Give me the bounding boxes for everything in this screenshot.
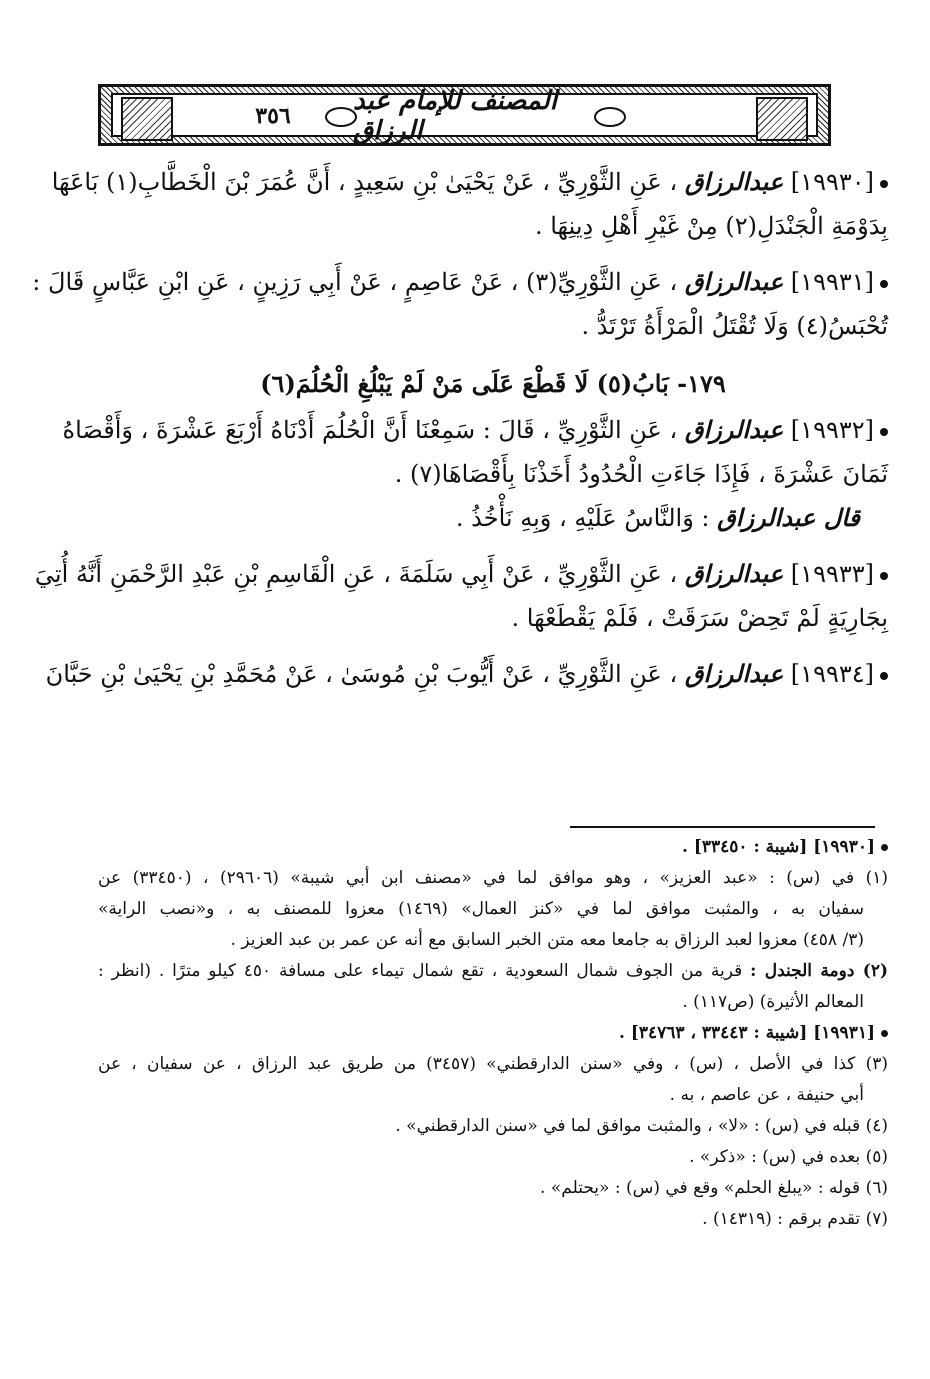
hadith-text: ، عَنِ الثَّوْرِيِّ ، عَنْ أَيُّوبَ بْنِ مُوسَىٰ ، عَنْ مُحَمَّدِ بْنِ يَحْيَىٰ بْنِ حَبَّانَ: [45, 660, 678, 688]
footnote-5: (٥) بعده في (س) : «ذكر» .: [689, 1147, 888, 1167]
footnote-3: (٣) كذا في الأصل ، (س) ، وفي «سنن الدارقطني» (٣٤٥٧) من طريق عبد الرزاق ، عن سفيان ، عن: [98, 1054, 889, 1074]
footnote-2-cont: المعالم الأثيرة) (ص١١٧) .: [682, 992, 864, 1012]
author-name: عبدالرزاق: [684, 267, 784, 296]
author-name: عبدالرزاق: [684, 659, 784, 688]
hadith-text: ، عَنِ الثَّوْرِيِّ ، عَنْ أَبِي سَلَمَةَ ، عَنِ الْقَاسِمِ بْنِ عَبْدِ الرَّحْمَنِ أَنَّهُ أُتِيَ: [34, 560, 678, 588]
source-reference: [١٩٩٣١] [شيبة : ٣٣٤٤٣ ، ٣٤٧٦٣] .: [619, 1023, 875, 1043]
ornament-left-icon: [121, 97, 173, 141]
hadith-number: [١٩٩٣٠]: [790, 168, 874, 196]
page-header: [98, 84, 831, 146]
hadith-text: ، عَنِ الثَّوْرِيِّ(٣) ، عَنْ عَاصِمٍ ، عَنْ أَبِي رَزِينٍ ، عَنِ ابْنِ عَبَّاسٍ قَالَ :: [32, 268, 678, 296]
bullet-icon: [880, 428, 888, 436]
footnote-4: (٤) قبله في (س) : «لا» ، والمثبت موافق لما في «سنن الدارقطني» .: [395, 1116, 888, 1136]
hadith-19932: [62, 408, 888, 540]
hadith-19930: [51, 160, 888, 248]
footnotes: [98, 832, 888, 1235]
hadith-text: ، عَنِ الثَّوْرِيِّ ، قَالَ : سَمِعْنَا أَنَّ الْحُلُمَ أَدْنَاهُ أَرْبَعَ عَشْرَةَ ، وَأَقْصَاهُ: [62, 416, 678, 444]
footnote-2-label: (٢) دومة الجندل :: [750, 961, 888, 981]
author-name: عبدالرزاق: [684, 559, 784, 588]
chapter-heading: ١٧٩- بَابُ(٥) لَا قَطْعَ عَلَى مَنْ لَمْ يَبْلُغِ الْحُلُمَ(٦): [260, 369, 726, 398]
ornament-right-icon: [756, 97, 808, 141]
hadith-19931: [32, 260, 888, 348]
bullet-icon: [880, 572, 888, 580]
hadith-number: [١٩٩٣٢]: [790, 416, 874, 444]
hadith-19933: [34, 552, 888, 640]
hadith-text: ، عَنِ الثَّوْرِيِّ ، عَنْ يَحْيَىٰ بْنِ سَعِيدٍ ، أَنَّ عُمَرَ بْنَ الْخَطَّابِ(١) بَاعَهَا: [51, 168, 678, 196]
bullet-icon: [881, 1030, 888, 1037]
page-number: ٣٥٦: [255, 103, 291, 129]
hadith-text: تُحْبَسُ(٤) وَلَا تُقْتَلُ الْمَرْأَةُ تَرْتَدُّ .: [581, 312, 888, 340]
footnote-7: (٧) تقدم برقم : (١٤٣١٩) .: [702, 1209, 888, 1229]
header-frame: [111, 86, 818, 146]
footnote-6: (٦) قوله : «يبلغ الحلم» وقع في (س) : «يحتلم» .: [540, 1178, 888, 1198]
hadith-text: بِجَارِيَةٍ لَمْ تَحِضْ سَرَقَتْ ، فَلَمْ يَقْطَعْهَا .: [511, 604, 888, 632]
hadith-number: [١٩٩٣١]: [790, 268, 874, 296]
author-name: عبدالرزاق: [684, 167, 784, 196]
hadith-text: بِدَوْمَةِ الْجَنْدَلِ(٢) مِنْ غَيْرِ أَهْلِ دِينِهَا .: [534, 212, 888, 240]
author-name: قال عبدالرزاق: [717, 503, 860, 532]
bullet-icon: [880, 280, 888, 288]
source-reference: [١٩٩٣٠] [شيبة : ٣٣٤٥٠] .: [682, 837, 875, 857]
footnote-3-cont: أبي حنيفة ، عن عاصم ، به .: [669, 1085, 864, 1105]
bullet-icon: [880, 180, 888, 188]
footnote-1-cont: سفيان به ، والمثبت موافق لما في «كنز العمال» (١٤٦٩) معزوا للمصنف به ، و«نصب الراية»: [98, 899, 864, 919]
hadith-text: ثَمَانَ عَشْرَةَ ، فَإِذَا جَاءَتِ الْحُدُودُ أَخَذْنَا بِأَقْصَاهَا(٧) .: [394, 460, 888, 488]
hadith-number: [١٩٩٣٣]: [790, 560, 874, 588]
main-text: [32, 160, 888, 708]
footnote-1: (١) في (س) : «عبد العزيز» ، وهو موافق لما في «مصنف ابن أبي شيبة» (٢٩٦٠٦) ، (٣٣٤٥٠) عن: [98, 868, 888, 888]
bullet-icon: [880, 672, 888, 680]
title-ornament-icon: [594, 107, 626, 127]
hadith-number: [١٩٩٣٤]: [790, 660, 874, 688]
author-name: عبدالرزاق: [684, 415, 784, 444]
footnote-2: قرية من الجوف شمال السعودية ، تقع شمال تيماء على مسافة ٤٥٠ كيلو مترًا . (انظر :: [98, 961, 743, 981]
hadith-19934: [45, 652, 888, 696]
bullet-icon: [881, 844, 888, 851]
footnote-1-cont: (٣/ ٤٥٨) معزوا لعبد الرزاق به جامعا معه متن الخبر السابق مع أنه عن عمر بن عبد العزيز .: [230, 930, 864, 950]
footnote-divider: [570, 826, 875, 828]
page-title: المصنف للإمام عبد الرزاق: [353, 86, 557, 146]
author-comment: : وَالنَّاسُ عَلَيْهِ ، وَبِهِ نَأْخُذُ .: [455, 504, 710, 532]
